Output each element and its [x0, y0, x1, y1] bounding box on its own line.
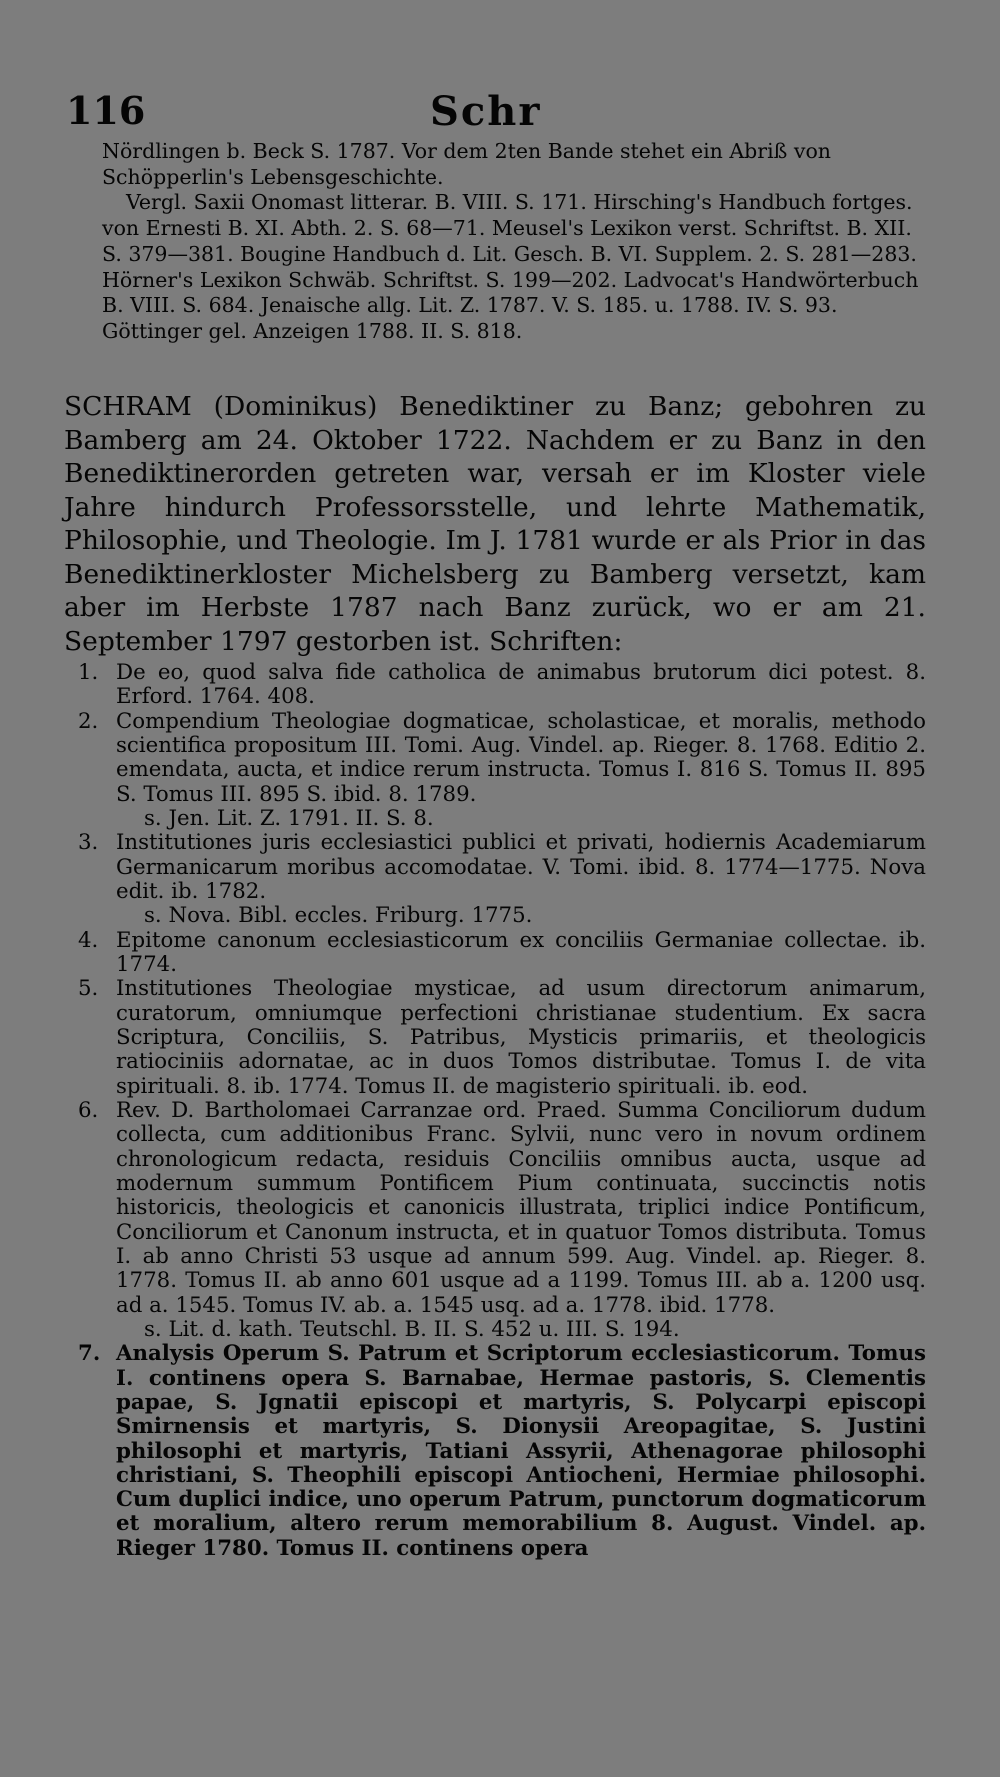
- work-item: [78, 1342, 926, 1561]
- work-number: 4.: [78, 927, 99, 953]
- work-text: De eo, quod salva fide catholica de animabus brutorum dici potest. 8. Erford. 1764. 408.: [116, 660, 926, 710]
- page-header: [0, 88, 1000, 138]
- work-text: Institutiones juris ecclesiastici publici et privati, hodiernis Academiarum Germanicarum moribus accomodatae. V. Tomi. ibid. 8. 1774—1775. Nova edit. ib. 1782.: [116, 830, 926, 904]
- page-number: 116: [66, 88, 146, 133]
- work-reference: s. Lit. d. kath. Teutschl. B. II. S. 452 u. III. S. 194.: [144, 1316, 680, 1342]
- work-number: 5.: [78, 976, 99, 1002]
- work-number: 3.: [78, 830, 99, 856]
- work-item: [78, 929, 926, 978]
- work-number: 7.: [78, 1341, 101, 1367]
- work-item: [78, 661, 926, 710]
- works-list: [78, 661, 926, 1561]
- work-reference: s. Jen. Lit. Z. 1791. II. S. 8.: [144, 805, 434, 831]
- work-item: [78, 831, 926, 928]
- work-text: Analysis Operum S. Patrum et Scriptorum ecclesiasticorum. Tomus I. continens opera S. Barnabae, Hermae pastoris, S. Clementis papae, S. Jgnatii episcopi et martyris, S. Polycarpi episcopi Smirnensis et martyris, S. Dionysii Areopagitae, S. Justini philosophi et martyris, Tatiani Assyrii, Athenagorae philosophi christiani, S. Theophili episcopi Antiocheni, Hermiae philosophi. Cum duplici indice, uno operum Patrum, punctorum dogmaticorum et moralium, altero rerum memorabilium 8. August. Vindel. ap. Rieger 1780. Tomus II. continens opera: [116, 1341, 926, 1561]
- work-text: Compendium Theologiae dogmaticae, scholasticae, et moralis, methodo scientifica propositum III. Tomi. Aug. Vindel. ap. Rieger. 8. 1768. Editio 2. emendata, aucta, et indice rerum instructa. Tomus I. 816 S. Tomus II. 895 S. Tomus III. 895 S. ibid. 8. 1789.: [116, 708, 926, 807]
- work-text: Epitome canonum ecclesiasticorum ex conciliis Germaniae collectae. ib. 1774.: [116, 927, 926, 977]
- previous-entry-line: Nördlingen b. Beck S. 1787. Vor dem 2ten Bande stehet ein Abriß von Schöpperlin's Lebensgeschichte.: [102, 139, 832, 189]
- work-item: [78, 977, 926, 1099]
- previous-entry-continuation: [102, 139, 924, 345]
- work-reference: s. Nova. Bibl. eccles. Friburg. 1775.: [144, 903, 533, 929]
- biography-entry: [64, 390, 926, 658]
- work-number: 1.: [78, 660, 99, 685]
- work-item: [78, 1099, 926, 1342]
- work-item: [78, 710, 926, 832]
- work-number: 6.: [78, 1097, 99, 1123]
- running-head: Schr: [430, 88, 542, 135]
- references-paragraph: Vergl. Saxii Onomast litterar. B. VIII. S. 171. Hirsching's Handbuch fortges. von Ernesti B. XI. Abth. 2. S. 68—71. Meusel's Lexikon verst. Schriftst. B. XII. S. 379—381. Bougine Handbuch d. Lit. Gesch. B. VI. Supplem. 2. S. 281—283. Hörner's Lexikon Schwäb. Schriftst. S. 199—202. Ladvocat's Handwörterbuch B. VIII. S. 684. Jenaische allg. Lit. Z. 1787. V. S. 185. u. 1788. IV. S. 93. Göttinger gel. Anzeigen 1788. II. S. 818.: [102, 190, 919, 343]
- work-text: Rev. D. Bartholomaei Carranzae ord. Praed. Summa Conciliorum dudum collecta, cum additionibus Franc. Sylvii, nunc vero in novum ordinem chronologicum redacta, residuis Conciliis omnibus aucta, usque ad modernum summum Pontificem Pium continuata, succinctis notis historicis, theologicis et canonicis illustrata, triplici indice Pontificum, Conciliorum et Canonum instructa, et in quatuor Tomos distributa. Tomus I. ab anno Christi 53 usque ad annum 599. Aug. Vindel. ap. Rieger. 8. 1778. Tomus II. ab anno 601 usque ad a 1199. Tomus III. ab a. 1200 usq. ad a. 1545. Tomus IV. ab. a. 1545 usq. ad a. 1778. ibid. 1778.: [116, 1097, 926, 1318]
- biography-text: SCHRAM (Dominikus) Benediktiner zu Banz; gebohren zu Bamberg am 24. Oktober 1722. Nachdem er zu Banz in den Benediktinerorden getreten war, versah er im Kloster viele Jahre hindurch Professorsstelle, und lehrte Mathematik, Philosophie, und Theologie. Im J. 1781 wurde er als Prior in das Benediktinerkloster Michelsberg zu Bamberg versetzt, kam aber im Herbste 1787 nach Banz zurück, wo er am 21. September 1797 gestorben ist. Schriften:: [64, 391, 926, 657]
- work-number: 2.: [78, 708, 99, 734]
- work-text: Institutiones Theologiae mysticae, ad usum directorum animarum, curatorum, omniumque perfectioni christianae studentium. Ex sacra Scriptura, Conciliis, S. Patribus, Mysticis primariis, et theologicis ratiociniis adornatae, ac in duos Tomos distributae. Tomus I. de vita spirituali. 8. ib. 1774. Tomus II. de magisterio spirituali. ib. eod.: [116, 976, 926, 1099]
